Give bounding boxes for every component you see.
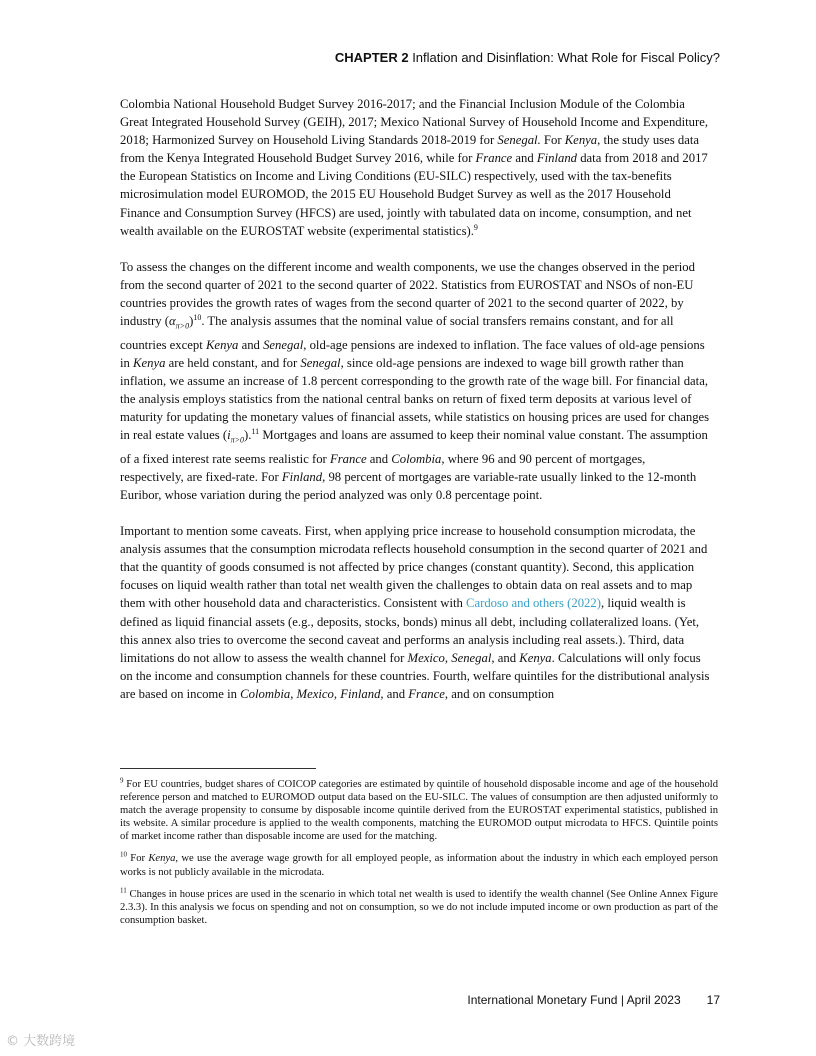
footnotes (120, 778, 718, 936)
chapter-label: CHAPTER 2 (334, 50, 409, 65)
body-text (120, 95, 712, 721)
citation-link[interactable]: Cardoso and others (2022) (466, 596, 601, 611)
footnote-divider (120, 768, 316, 769)
footnote-10: $^{10}$ For Kenya, we use the average wage growth for all employed people, as information about the industry in which each employed person works is not publicly available in the microdata. (120, 850, 718, 878)
watermark: © 大数跨境 (6, 1034, 76, 1049)
paragraph-1: Colombia National Household Budget Survey 2016-2017; and the Financial Inclusion Module of the Colombia Great Integrated Household Survey (GEIH), 2017; Mexico National Survey of Household Income and Expenditure, 2018; Harmonized Survey on Household Living Standards 2018-2019 for Senegal. For Kenya, the study uses data from the Kenya Integrated Household Budget Survey 2016, while for France and Finland data from 2018 and 2017 the European Statistics on Income and Living Conditions (EU-SILC) respectively, used with the tax-benefits microsimulation model EUROMOD, the 2015 EU Household Budget Survey as well as the 2017 Household Finance and Consumption Survey (HFCS) are used, jointly with tabulated data on income, consumption, and net wealth available on the EUROSTAT website (experimental statistics).$^9$ (120, 97, 709, 238)
footnote-9: $^9$ For EU countries, budget shares of COICOP categories are estimated by quintile of household disposable income and age of the household reference person and matched to EUROMOD output data based on the EU-SILC. The values of consumption are then adjusted uniformly to match the average propensity to consume by disposable income quintile derived from the EUROSTAT experimental statistics, published in its website. A similar procedure is applied to the wealth components, matching the EUROMOD output microdata to HFCS. Quintile points of market income rather than disposable income are used for the matching. (120, 776, 718, 843)
chapter-title: Inflation and Disinflation: What Role for Fiscal Policy? (412, 50, 720, 65)
paragraph-3: Important to mention some caveats. First, when applying price increase to household consumption microdata, the analysis assumes that the consumption microdata reflects household consumption in the second quarter of 2021 and that the quantity of goods consumed is not affected by price changes (constant quantity). Second, this application focuses on liquid wealth rather than total net wealth given the challenges to obtain data on real assets and to map them with other household data and characteristics. Consistent with Cardoso and others (2022), liquid wealth is defined as liquid financial assets (e.g., deposits, stocks, bonds) minus all debt, including collateralized loans. (Yet, this annex also tries to overcome the second caveat and performs an analysis including real assets.). Third, data limitations do not allow to assess the wealth channel for Mexico, Senegal, and Kenya. Calculations will only focus on the income and consumption channels for these countries. Fourth, welfare quintiles for the distributional analysis are based on income in Colombia, Mexico, Finland, and France, and on consumption (120, 524, 710, 701)
running-footer (467, 993, 720, 1007)
footer-source: International Monetary Fund | April 2023 (467, 993, 681, 1007)
alpha-symbol: $\alpha_{\pi>0}$ (169, 314, 190, 331)
footnote-ref-11[interactable]: 11 (251, 426, 260, 436)
running-header (120, 50, 720, 65)
footnote-ref-10[interactable]: 10 (193, 312, 202, 322)
footnote-11: $^{11}$ Changes in house prices are used in the scenario in which total net wealth is used to identify the wealth channel (See Online Annex Figure 2.3.3). In this analysis we focus on spending and not on consumption, so we do not include imputed income or own production as part of the consumption basket. (120, 886, 718, 926)
footnote-ref-9[interactable]: 9 (473, 222, 478, 232)
paragraph-2: To assess the changes on the different income and wealth components, we use the changes observed in the period from the second quarter of 2021 to the second quarter of 2022. Statistics from EUROSTAT and NSOs of non-EU countries provides the growth rates of wages from the second quarter of 2021 to the second quarter of 2022, by industry $(\alpha_{\pi>0})^{10}$. The analysis assumes that the nominal value of social transfers remains constant, and for all countries except Kenya and Senegal, old-age pensions are indexed to inflation. The face values of old-age pensions in Kenya are held constant, and for Senegal, since old-age pensions are indexed to wage bill growth rather than inflation, we assume an increase of 1.8 percent corresponding to the growth rate of the wage bill. For financial data, the analysis employs statistics from the national central banks on return of fixed term deposits at various level of maturity for updating the monetary values of financial assets, while statistics on housing prices are used for changes in real estate values $(i_{\pi>0}).^{11}$ Mortgages and loans are assumed to keep their nominal value constant. The assumption of a fixed interest rate seems realistic for France and Colombia, where 96 and 90 percent of mortgages, respectively, are fixed-rate. For Finland, 98 percent of mortgages are variable-rate usually linked to the 12-month Euribor, whose variation during the period analyzed was only 0.8 percentage point. (120, 259, 710, 502)
i-symbol: $i_{\pi>0}$ (227, 428, 245, 445)
page-number: 17 (706, 993, 720, 1007)
